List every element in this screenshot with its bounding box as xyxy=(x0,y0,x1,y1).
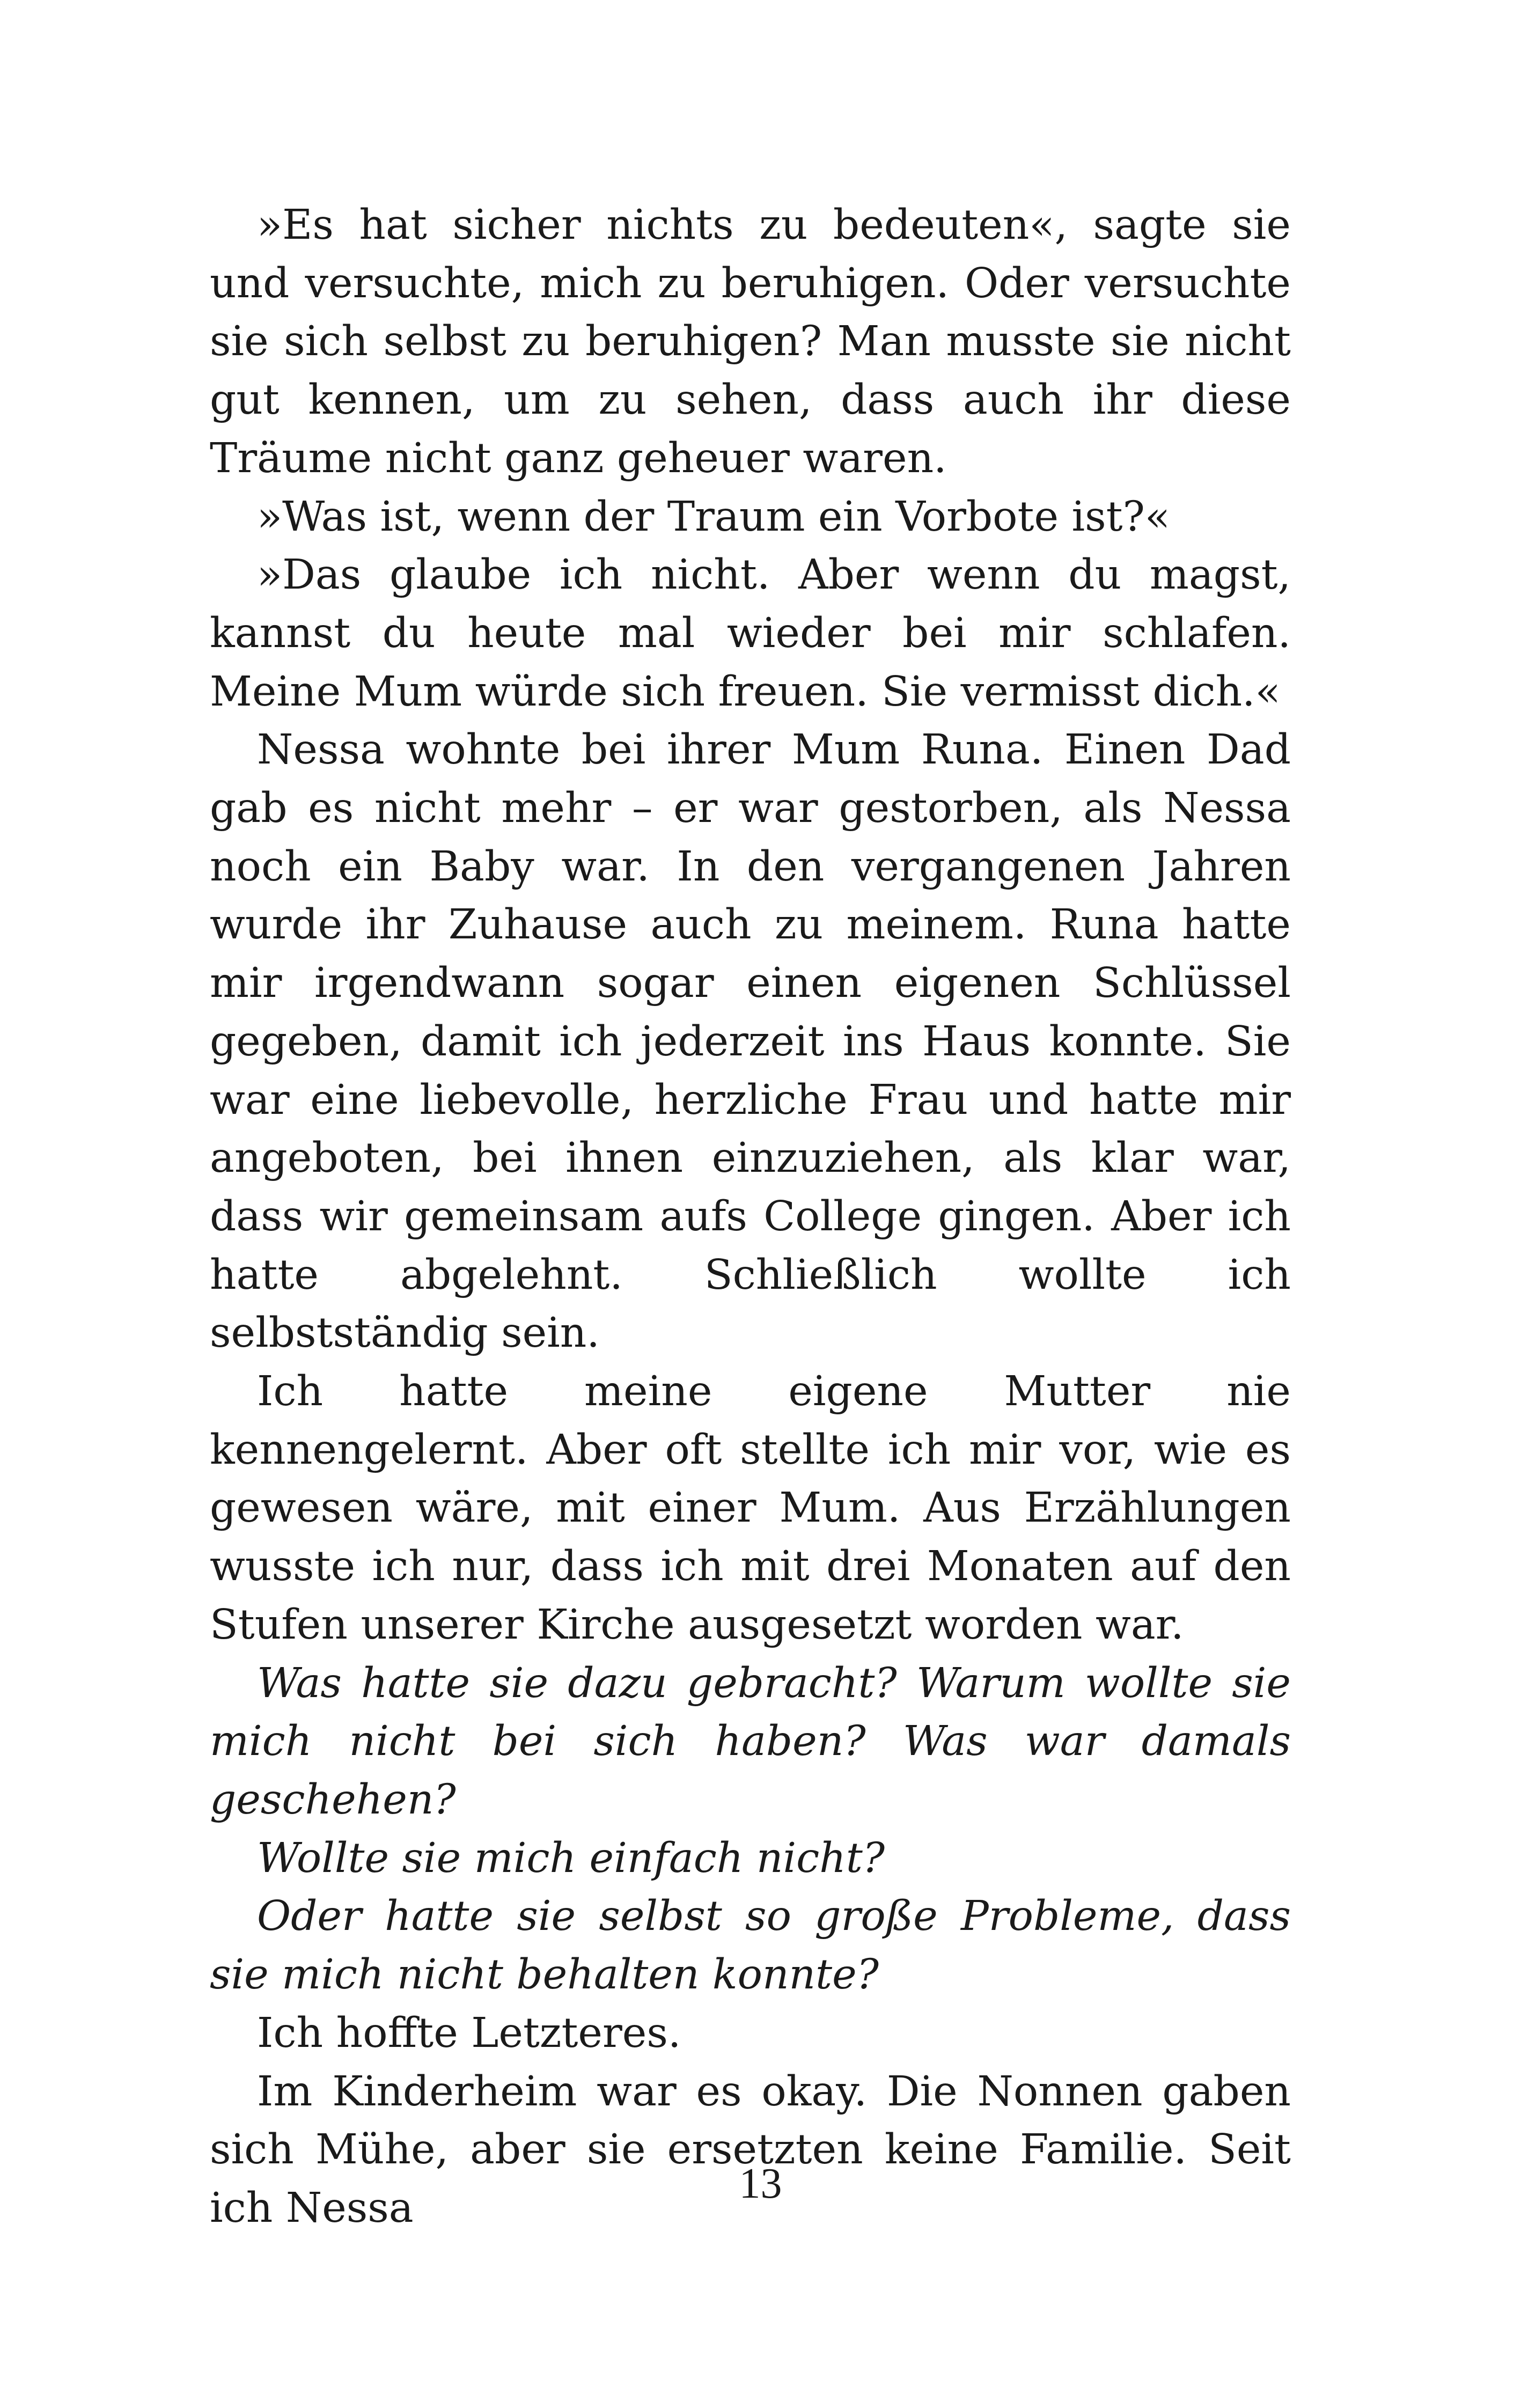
paragraph-4: Nessa wohnte bei ihrer Mum Runa. Einen Dad gab es nicht mehr – er war gestorben, als Nessa noch ein Baby war. In den vergangenen Jahren wurde ihr Zuhause auch zu meinem. Runa hatte mir irgendwann sogar einen eigenen Schlüssel gegeben, damit ich jederzeit ins Haus konnte. Sie war eine liebevolle, herzliche Frau und hatte mir angeboten, bei ihnen einzuziehen, als klar war, dass wir gemeinsam aufs College gingen. Aber ich hatte abgelehnt. Schließlich wollte ich selbstständig sein. xyxy=(210,726,1291,1357)
page-number: 13 xyxy=(739,2160,782,2207)
paragraph-7-italic: Wollte sie mich einfach nicht? xyxy=(257,1834,885,1882)
paragraph-10: Im Kinderheim war es okay. Die Nonnen gaben sich Mühe, aber sie ersetzten keine Familie. Seit ich Nessa xyxy=(210,2067,1291,2232)
paragraph-2: »Was ist, wenn der Traum ein Vorbote ist?« xyxy=(257,493,1171,541)
paragraph-5: Ich hatte meine eigene Mutter nie kennengelernt. Aber oft stellte ich mir vor, wie es gewesen wäre, mit einer Mum. Aus Erzählungen wusste ich nur, dass ich mit drei Monaten auf den Stufen unserer Kirche ausgesetzt worden war. xyxy=(210,1368,1291,1649)
paragraph-8-italic: Oder hatte sie selbst so große Probleme, dass sie mich nicht behalten konnte? xyxy=(210,1892,1291,1999)
paragraph-1: »Es hat sicher nichts zu bedeuten«, sagte sie und versuchte, mich zu beruhigen. Oder versuchte sie sich selbst zu beruhigen? Man musste sie nicht gut kennen, um zu sehen, dass auch ihr diese Träume nicht ganz geheuer waren. xyxy=(210,201,1291,482)
paragraph-3: »Das glaube ich nicht. Aber wenn du magst, kannst du heute mal wieder bei mir schlafen. Meine Mum würde sich freuen. Sie vermisst dich.« xyxy=(210,551,1291,716)
paragraph-9: Ich hoffte Letzteres. xyxy=(257,2009,681,2057)
paragraph-6-italic: Was hatte sie dazu gebracht? Warum wollte sie mich nicht bei sich haben? Was war damals geschehen? xyxy=(210,1659,1291,1824)
body-text xyxy=(210,196,1291,2238)
